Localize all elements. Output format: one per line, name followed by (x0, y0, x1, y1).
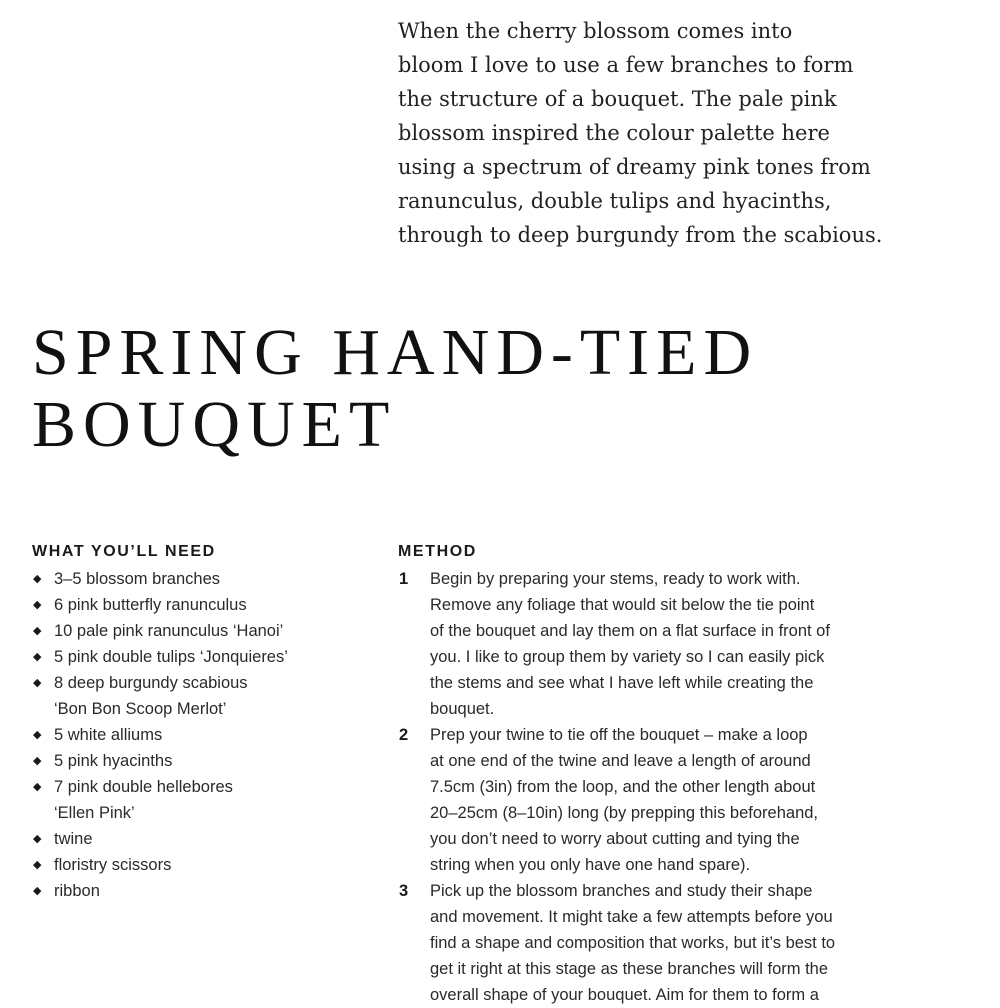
step-text: find a shape and composition that works, but it’s best to (430, 934, 836, 952)
ingredient-list-item (32, 852, 372, 878)
page-title (32, 317, 758, 461)
ingredient-list-item (32, 748, 372, 774)
intro-line: using a spectrum of dreamy pink tones from (398, 155, 871, 179)
ingredient-text: ribbon (54, 882, 100, 900)
ingredient-list-item (32, 644, 372, 670)
ingredient-text: 7 pink double hellebores (54, 778, 233, 796)
step-text: 7.5cm (3in) from the loop, and the other length about (430, 778, 816, 796)
ingredient-list-item (32, 722, 372, 748)
step-text: at one end of the twine and leave a length of around (430, 752, 811, 770)
step-text: string when you only have one hand spare). (430, 856, 751, 874)
what-youll-need-heading: WHAT YOU’LL NEED (32, 543, 216, 560)
page-title-line: BOUQUET (32, 388, 397, 461)
step-text: you. I like to group them by variety so I can easily pick (430, 648, 825, 666)
ingredient-list-item (32, 670, 372, 722)
intro-line: ranunculus, double tulips and hyacinths, (398, 189, 832, 213)
step-number: 3 (399, 882, 409, 900)
ingredient-text: 5 white alliums (54, 726, 163, 744)
ingredient-text: 6 pink butterfly ranunculus (54, 596, 247, 614)
intro-line: bloom I love to use a few branches to form (398, 53, 854, 77)
step-text: of the bouquet and lay them on a flat surface in front of (430, 622, 830, 640)
step-text: 20–25cm (8–10in) long (by prepping this beforehand, (430, 804, 819, 822)
intro-line: blossom inspired the colour palette here (398, 121, 830, 145)
diamond-bullet-icon: ◆ (33, 859, 42, 871)
ingredient-text: ‘Bon Bon Scoop Merlot’ (54, 700, 227, 718)
method-step (398, 566, 958, 722)
ingredient-list-item (32, 566, 372, 592)
step-text: the stems and see what I have left while creating the (430, 674, 814, 692)
step-text: bouquet. (430, 700, 495, 718)
step-number: 1 (399, 570, 409, 588)
diamond-bullet-icon: ◆ (33, 755, 42, 767)
diamond-bullet-icon: ◆ (33, 677, 42, 689)
ingredient-list-item (32, 592, 372, 618)
method-step (398, 878, 958, 1008)
diamond-bullet-icon: ◆ (33, 781, 42, 793)
what-youll-need-list (32, 566, 372, 904)
ingredient-list-item (32, 774, 372, 826)
step-text: and movement. It might take a few attempts before you (430, 908, 833, 926)
step-text: you don’t need to worry about cutting and tying the (430, 830, 800, 848)
diamond-bullet-icon: ◆ (33, 729, 42, 741)
diamond-bullet-icon: ◆ (33, 625, 42, 637)
diamond-bullet-icon: ◆ (33, 833, 42, 845)
ingredient-text: 10 pale pink ranunculus ‘Hanoi’ (54, 622, 284, 640)
ingredient-text: twine (54, 830, 93, 848)
intro-line: When the cherry blossom comes into (398, 19, 793, 43)
intro-line: the structure of a bouquet. The pale pink (398, 87, 837, 111)
ingredient-text: floristry scissors (54, 856, 172, 874)
ingredient-list-item (32, 878, 372, 904)
ingredient-text: 3–5 blossom branches (54, 570, 221, 588)
ingredient-list-item (32, 618, 372, 644)
intro-line: through to deep burgundy from the scabious. (398, 223, 883, 247)
intro-paragraph (398, 14, 958, 252)
ingredient-list-item (32, 826, 372, 852)
page-title-line: SPRING HAND-TIED (32, 316, 759, 389)
diamond-bullet-icon: ◆ (33, 573, 42, 585)
step-text: Remove any foliage that would sit below the tie point (430, 596, 815, 614)
ingredient-text: ‘Ellen Pink’ (54, 804, 135, 822)
diamond-bullet-icon: ◆ (33, 599, 42, 611)
step-text: overall shape of your bouquet. Aim for them to form a (430, 986, 819, 1004)
ingredient-text: 8 deep burgundy scabious (54, 674, 248, 692)
step-text: Pick up the blossom branches and study their shape (430, 882, 813, 900)
diamond-bullet-icon: ◆ (33, 885, 42, 897)
ingredient-text: 5 pink double tulips ‘Jonquieres’ (54, 648, 288, 666)
step-text: Prep your twine to tie off the bouquet – make a loop (430, 726, 808, 744)
diamond-bullet-icon: ◆ (33, 651, 42, 663)
method-heading: METHOD (398, 543, 477, 560)
step-text: get it right at this stage as these branches will form the (430, 960, 829, 978)
step-text: Begin by preparing your stems, ready to work with. (430, 570, 801, 588)
step-number: 2 (399, 726, 409, 744)
ingredient-text: 5 pink hyacinths (54, 752, 173, 770)
method-steps-list (398, 566, 958, 1008)
method-step (398, 722, 958, 878)
